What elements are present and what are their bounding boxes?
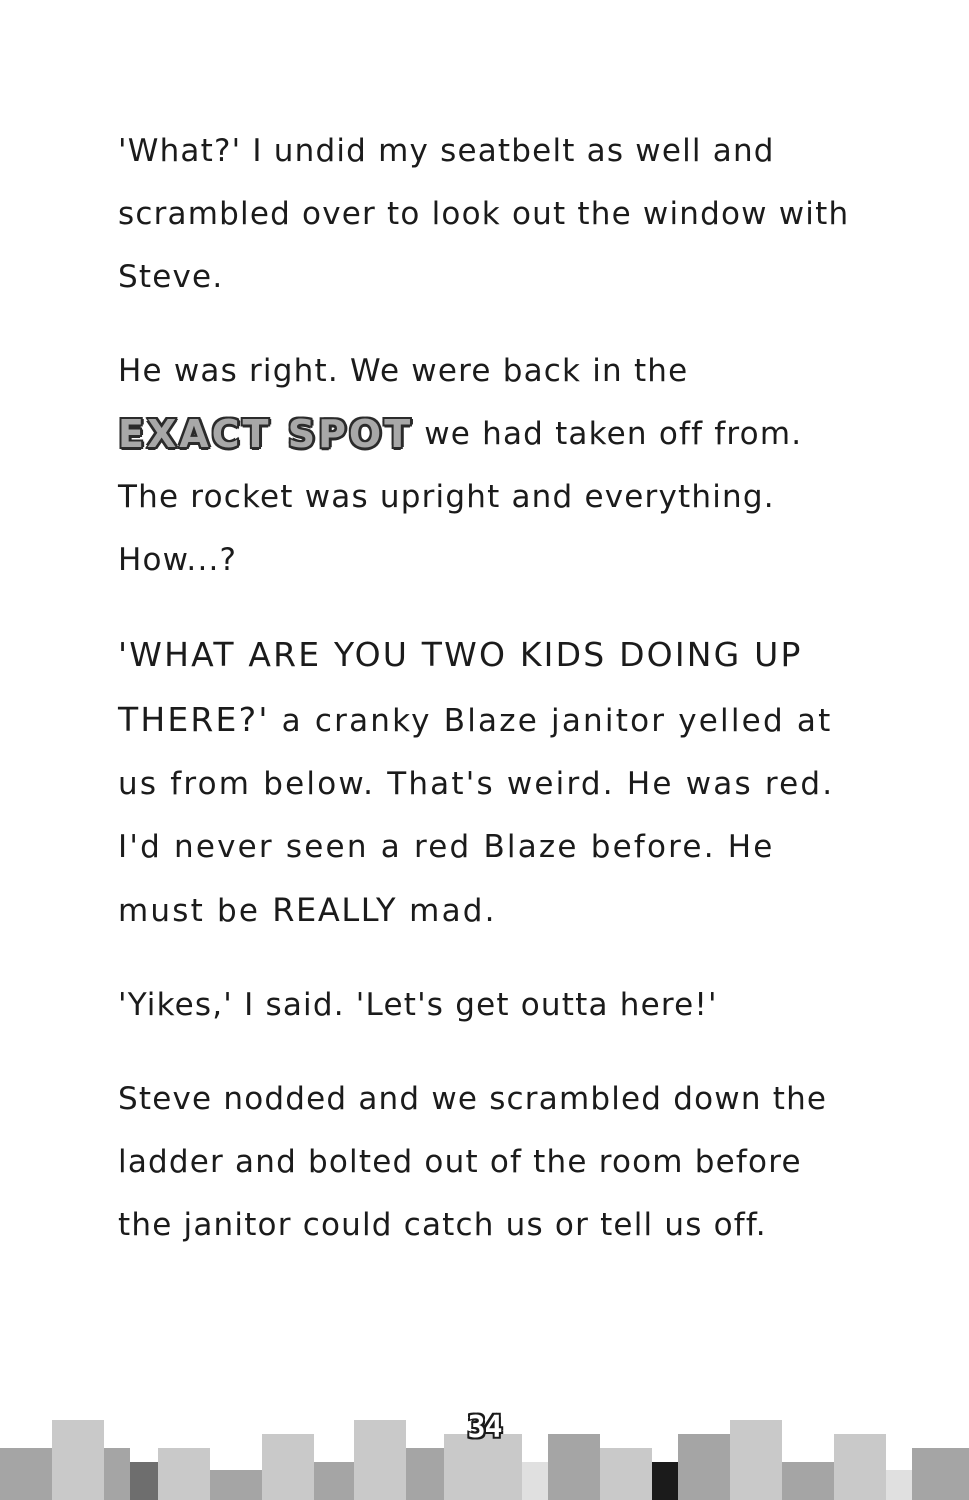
skyline-block [262, 1434, 314, 1500]
skyline-block [886, 1470, 912, 1500]
skyline-block [354, 1420, 406, 1500]
skyline-block [0, 1448, 52, 1500]
skyline-block [406, 1448, 444, 1500]
skyline-block [104, 1448, 130, 1500]
skyline-block [834, 1434, 886, 1500]
pixel-skyline-footer [0, 1390, 969, 1500]
skyline-block [912, 1448, 969, 1500]
skyline-block [782, 1462, 834, 1500]
paragraph-3-emphasis: REALLY [272, 891, 398, 929]
paragraph-3-shout: 'WHAT ARE YOU TWO KIDS DOING UP THERE?' [118, 635, 803, 739]
skyline-block [314, 1462, 354, 1500]
exact-spot-highlight: EXACT SPOT [118, 412, 414, 456]
skyline-block [652, 1462, 678, 1500]
page-number: 34 [467, 1410, 502, 1445]
skyline-block [130, 1462, 158, 1500]
skyline-block [600, 1448, 652, 1500]
paragraph-2-after: we had taken off from. The rocket was upright and everything. How...? [118, 416, 803, 578]
paragraph-3 [118, 623, 858, 943]
page-body-text [118, 120, 858, 1288]
paragraph-2 [118, 340, 858, 592]
skyline-block [730, 1420, 782, 1500]
skyline-block [158, 1448, 210, 1500]
skyline-block [52, 1420, 104, 1500]
paragraph-2-before: He was right. We were back in the [118, 353, 689, 389]
skyline-block [548, 1434, 600, 1500]
paragraph-1: 'What?' I undid my seatbelt as well and scrambled over to look out the window with Steve. [118, 133, 850, 295]
skyline-block [678, 1434, 730, 1500]
paragraph-3-end: mad. [397, 893, 497, 929]
skyline-block [522, 1462, 548, 1500]
paragraph-4: 'Yikes,' I said. 'Let's get outta here!' [118, 987, 718, 1023]
paragraph-5: Steve nodded and we scrambled down the ladder and bolted out of the room before the janitor could catch us or tell us off. [118, 1081, 828, 1243]
paragraph-3-after: a cranky Blaze janitor yelled at us from below. That's weird. He was red. I'd never seen a red Blaze before. He must be [118, 703, 835, 929]
skyline-block [210, 1470, 262, 1500]
